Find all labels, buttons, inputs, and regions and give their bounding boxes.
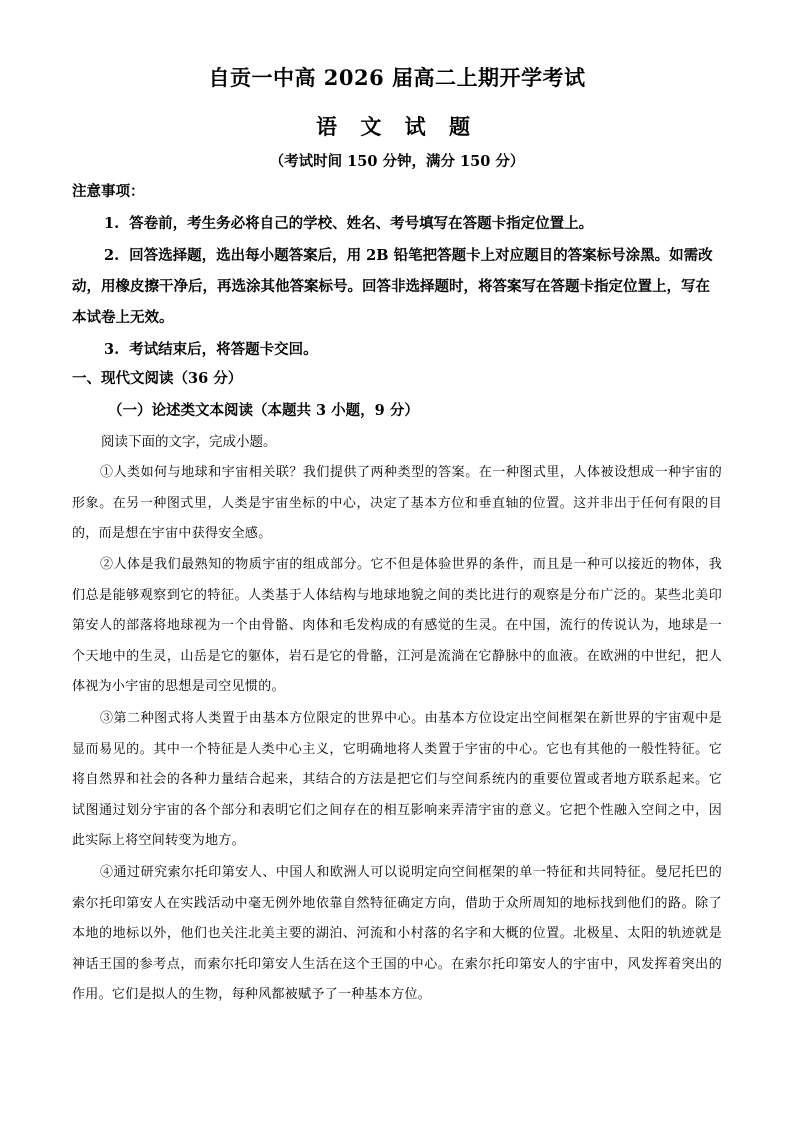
- note-item: [72, 334, 722, 365]
- note-item: [72, 208, 722, 239]
- page-title: 自贡一中高 2026 届高二上期开学考试: [208, 65, 586, 90]
- note-item: [72, 240, 722, 333]
- notes-heading: 注意事项：: [72, 183, 145, 200]
- passage-paragraph: ④通过研究索尔托印第安人、中国人和欧洲人可以说明定向空间框架的单一特征和共同特征。曼尼托巴的索尔托印第安人在实践活动中毫无例外地依靠自然特征确定方向，借助于众所周知的地标找到他们的路。除了本地的地标以外，他们也关注北美主要的湖泊、河流和小村落的名字和大概的位置。北极星、太阳的轨迹就是神话王国的参考点，而索尔托印第安人生活在这个王国的中心。在索尔托印第安人的宇宙中，风发挥着突出的作用。它们是拟人的生物，每种风都被赋予了一种基本方位。: [72, 865, 722, 1003]
- passage-paragraph: ①人类如何与地球和宇宙相关联？我们提供了两种类型的答案。在一种图式里，人体被设想成一种宇宙的形象。在另一种图式里，人类是宇宙坐标的中心，决定了基本方位和垂直轴的位置。这并非出于任何有限的目的，而是想在宇宙中获得安全感。: [72, 465, 722, 542]
- note-index: 1.: [104, 215, 120, 232]
- section-heading: 一、现代文阅读（36 分）: [72, 370, 243, 387]
- note-index: 2.: [104, 247, 120, 264]
- note-text: 考试结束后，将答题卡交回。: [129, 341, 318, 358]
- note-text: 答卷前，考生务必将自己的学校、姓名、考号填写在答题卡指定位置上。: [129, 215, 594, 232]
- note-text: 回答选择题，选出每小题答案后，用 2B 铅笔把答题卡上对应题目的答案标号涂黑。如需改动，用橡皮擦干净后，再选涂其他答案标号。回答非选择题时，将答案写在答题卡指定位置上，写在本试卷上无效。: [72, 247, 713, 326]
- note-index: 3.: [104, 341, 120, 358]
- reading-instruction: 阅读下面的文字，完成小题。: [101, 434, 277, 450]
- subject-title: 语 文 试 题: [316, 114, 478, 139]
- subsection-heading: （一）论述类文本阅读（本题共 3 小题，9 分）: [108, 402, 419, 419]
- passage-paragraph: ②人体是我们最熟知的物质宇宙的组成部分。它不但是体验世界的条件，而且是一种可以接近的物体，我们总是能够观察到它的特征。人类基于人体结构与地球地貌之间的类比进行的观察是分布广泛的。某些北美印第安人的部落将地球视为一个由骨骼、肉体和毛发构成的有感觉的生灵。在中国，流行的传说认为，地球是一个天地中的生灵，山岳是它的躯体，岩石是它的骨骼，江河是流淌在它静脉中的血液。在欧洲的中世纪，把人体视为小宇宙的思想是司空见惯的。: [72, 557, 722, 695]
- passage-paragraph: ③第二种图式将人类置于由基本方位限定的世界中心。由基本方位设定出空间框架在新世界的宇宙观中是显而易见的。其中一个特征是人类中心主义，它明确地将人类置于宇宙的中心。它也有其他的一般性特征。它将自然界和社会的各种力量结合起来，其结合的方法是把它们与空间系统内的重要位置或者地方联系起来。它试图通过划分宇宙的各个部分和表明它们之间存在的相互影响来弄清宇宙的意义。它把个性融入空间之中，因此实际上将空间转变为地方。: [72, 711, 722, 849]
- exam-info: （考试时间 150 分钟，满分 150 分）: [269, 153, 525, 170]
